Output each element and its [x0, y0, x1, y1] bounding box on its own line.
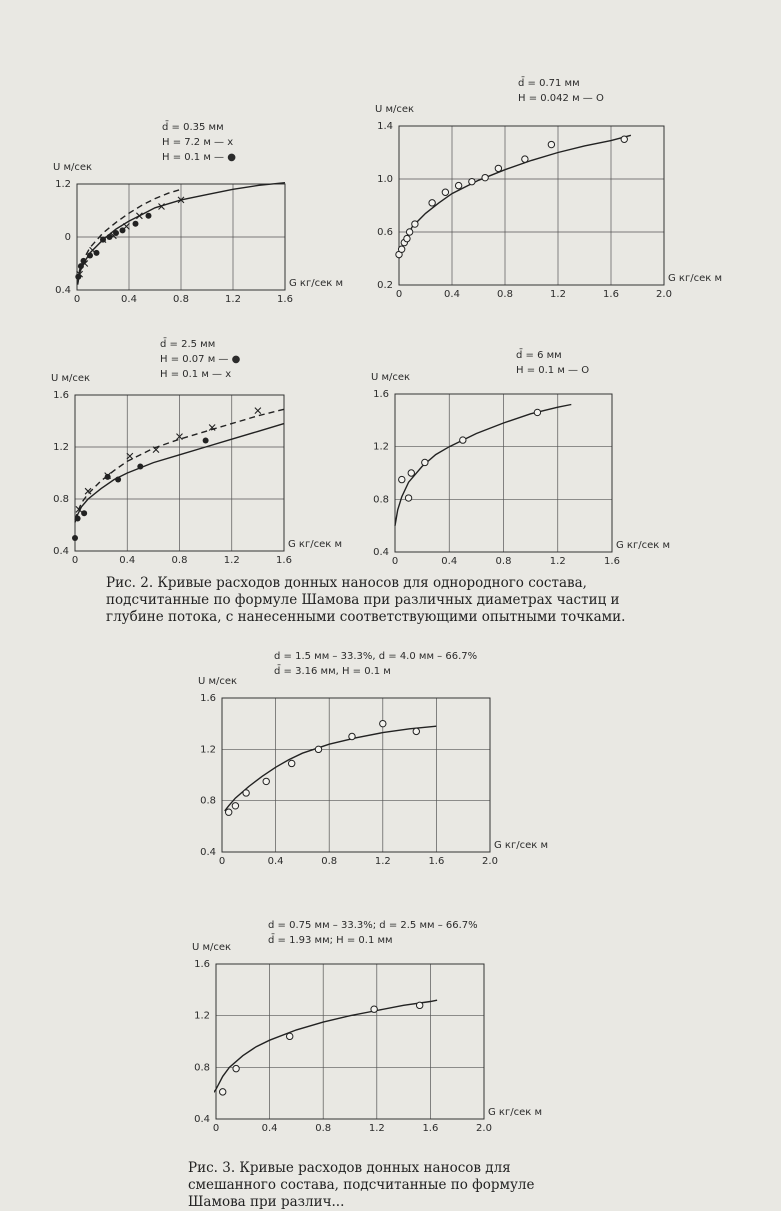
x-tick-label: 0 — [395, 289, 403, 300]
y-tick-label: 0.4 — [55, 285, 71, 296]
y-axis-label: U м/сек — [375, 104, 415, 115]
y-tick-label: 0.6 — [377, 227, 393, 238]
data-point-open — [371, 1006, 377, 1012]
y-tick-label: 1.2 — [53, 442, 69, 453]
chart-header-line: H = 0.042 м — O — [518, 93, 604, 104]
chart-header-line: d̄ = 2.5 мм — [160, 339, 216, 350]
x-tick-label: 0.8 — [171, 555, 188, 566]
chart-header-line: d̄ = 0.35 мм — [162, 122, 224, 133]
y-axis-label: U м/сек — [198, 676, 238, 687]
x-tick-label: 0 — [391, 556, 399, 567]
x-tick-label: 1.6 — [603, 289, 619, 300]
x-axis-label: G кг/сек м — [289, 278, 344, 289]
y-tick-label: 1.6 — [53, 390, 69, 401]
chart-header-line: H = 0.07 м — ● — [160, 354, 241, 365]
x-tick-label: 0.4 — [121, 294, 137, 305]
x-tick-label: 0.4 — [267, 856, 284, 867]
x-axis-label: G кг/сек м — [616, 540, 671, 551]
x-tick-label: 1.6 — [428, 856, 445, 867]
chart-header-line: d = 0.75 мм – 33.3%; d = 2.5 мм – 66.7% — [268, 920, 478, 931]
y-tick-label: 0.2 — [377, 280, 393, 291]
y-axis-label: U м/сек — [51, 373, 91, 384]
x-tick-label: 0.4 — [261, 1123, 278, 1134]
x-tick-label: 1.6 — [422, 1123, 439, 1134]
data-point-open — [233, 1065, 239, 1071]
y-tick-label: 0.8 — [373, 494, 389, 506]
x-tick-label: 0.4 — [119, 555, 136, 566]
y-tick-label: 1.2 — [194, 1010, 210, 1022]
chart-header-line: d̄ = 1.93 мм; H = 0.1 мм — [268, 935, 393, 946]
fig3-caption: Рис. 3. Кривые расходов донных наносов для смешанного состава, подсчитанные по формуле Шамова при различ... — [188, 1160, 535, 1210]
x-tick-label: 2.0 — [482, 856, 498, 867]
x-axis-label: G кг/сек м — [288, 539, 343, 550]
x-tick-label: 0 — [218, 856, 226, 867]
x-axis-label: G кг/сек м — [668, 273, 723, 284]
x-tick-label: 0 — [212, 1123, 220, 1134]
y-tick-label: 1.6 — [194, 959, 210, 970]
grid — [216, 964, 484, 1119]
x-tick-label: 0.8 — [321, 856, 338, 867]
x-tick-label: 1.2 — [368, 1123, 385, 1134]
x-tick-label: 0.4 — [444, 289, 460, 300]
y-tick-label: 1.2 — [373, 441, 389, 453]
x-tick-label: 0.8 — [497, 289, 513, 300]
y-tick-label: 0.4 — [373, 547, 389, 558]
x-tick-label: 1.6 — [604, 556, 620, 567]
y-tick-label: 0.8 — [194, 1062, 210, 1074]
chart-header-line: d̄ = 3.16 мм, H = 0.1 м — [274, 666, 391, 677]
y-tick-label: 0.8 — [53, 494, 69, 505]
chart-header-line: d̄ = 6 мм — [516, 350, 562, 361]
x-tick-label: 2.0 — [476, 1123, 492, 1134]
fig2-caption: Рис. 2. Кривые расходов донных наносов для однородного состава, подсчитанные по формуле Шамова при различных диаметрах частиц и глубине потока, с нанесенными соответствующими опытными точками. — [106, 575, 626, 625]
y-tick-label: 0 — [64, 232, 71, 243]
x-tick-label: 1.6 — [277, 294, 293, 305]
chart-header-line: H = 0.1 м — x — [160, 369, 232, 380]
x-tick-label: 0 — [73, 294, 81, 305]
data-point-open — [220, 1089, 226, 1095]
chart-header-line: H = 7.2 м — x — [162, 137, 234, 148]
data-point-open — [287, 1033, 293, 1039]
y-tick-label: 0.8 — [200, 795, 216, 807]
y-axis-label: U м/сек — [53, 162, 93, 173]
y-tick-label: 1.6 — [373, 389, 389, 400]
plot-frame — [216, 964, 484, 1119]
x-tick-label: 0.4 — [441, 556, 458, 567]
y-tick-label: 0.4 — [53, 546, 69, 557]
x-axis-label: G кг/сек м — [488, 1107, 543, 1118]
x-tick-label: 1.6 — [276, 555, 292, 566]
x-tick-label: 1.2 — [550, 289, 566, 300]
y-tick-label: 1.2 — [55, 179, 71, 190]
chart-header-line: d̄ = 0.71 мм — [518, 78, 580, 89]
x-tick-label: 0.8 — [173, 294, 189, 305]
x-tick-label: 1.2 — [374, 856, 391, 867]
x-tick-label: 1.2 — [225, 294, 241, 305]
data-point-open — [416, 1002, 422, 1008]
x-tick-label: 0.8 — [315, 1123, 332, 1134]
y-tick-label: 0.4 — [200, 847, 216, 858]
chart-header-line: H = 0.1 м — O — [516, 365, 590, 376]
x-tick-label: 0.8 — [495, 556, 512, 567]
x-tick-label: 1.2 — [549, 556, 566, 567]
chart-header-line: H = 0.1 м — ● — [162, 152, 236, 163]
y-tick-label: 1.4 — [377, 121, 393, 132]
x-axis-label: G кг/сек м — [494, 840, 549, 851]
y-tick-label: 1.2 — [200, 744, 216, 756]
x-tick-label: 1.2 — [223, 555, 240, 566]
y-tick-label: 1.0 — [377, 174, 393, 185]
chart-header-line: d = 1.5 мм – 33.3%, d = 4.0 мм – 66.7% — [274, 651, 478, 662]
x-tick-label: 2.0 — [656, 289, 672, 300]
y-tick-label: 0.4 — [194, 1114, 210, 1125]
x-tick-label: 0 — [71, 555, 79, 566]
y-axis-label: U м/сек — [192, 942, 232, 953]
y-tick-label: 1.6 — [200, 693, 216, 704]
y-axis-label: U м/сек — [371, 372, 411, 383]
